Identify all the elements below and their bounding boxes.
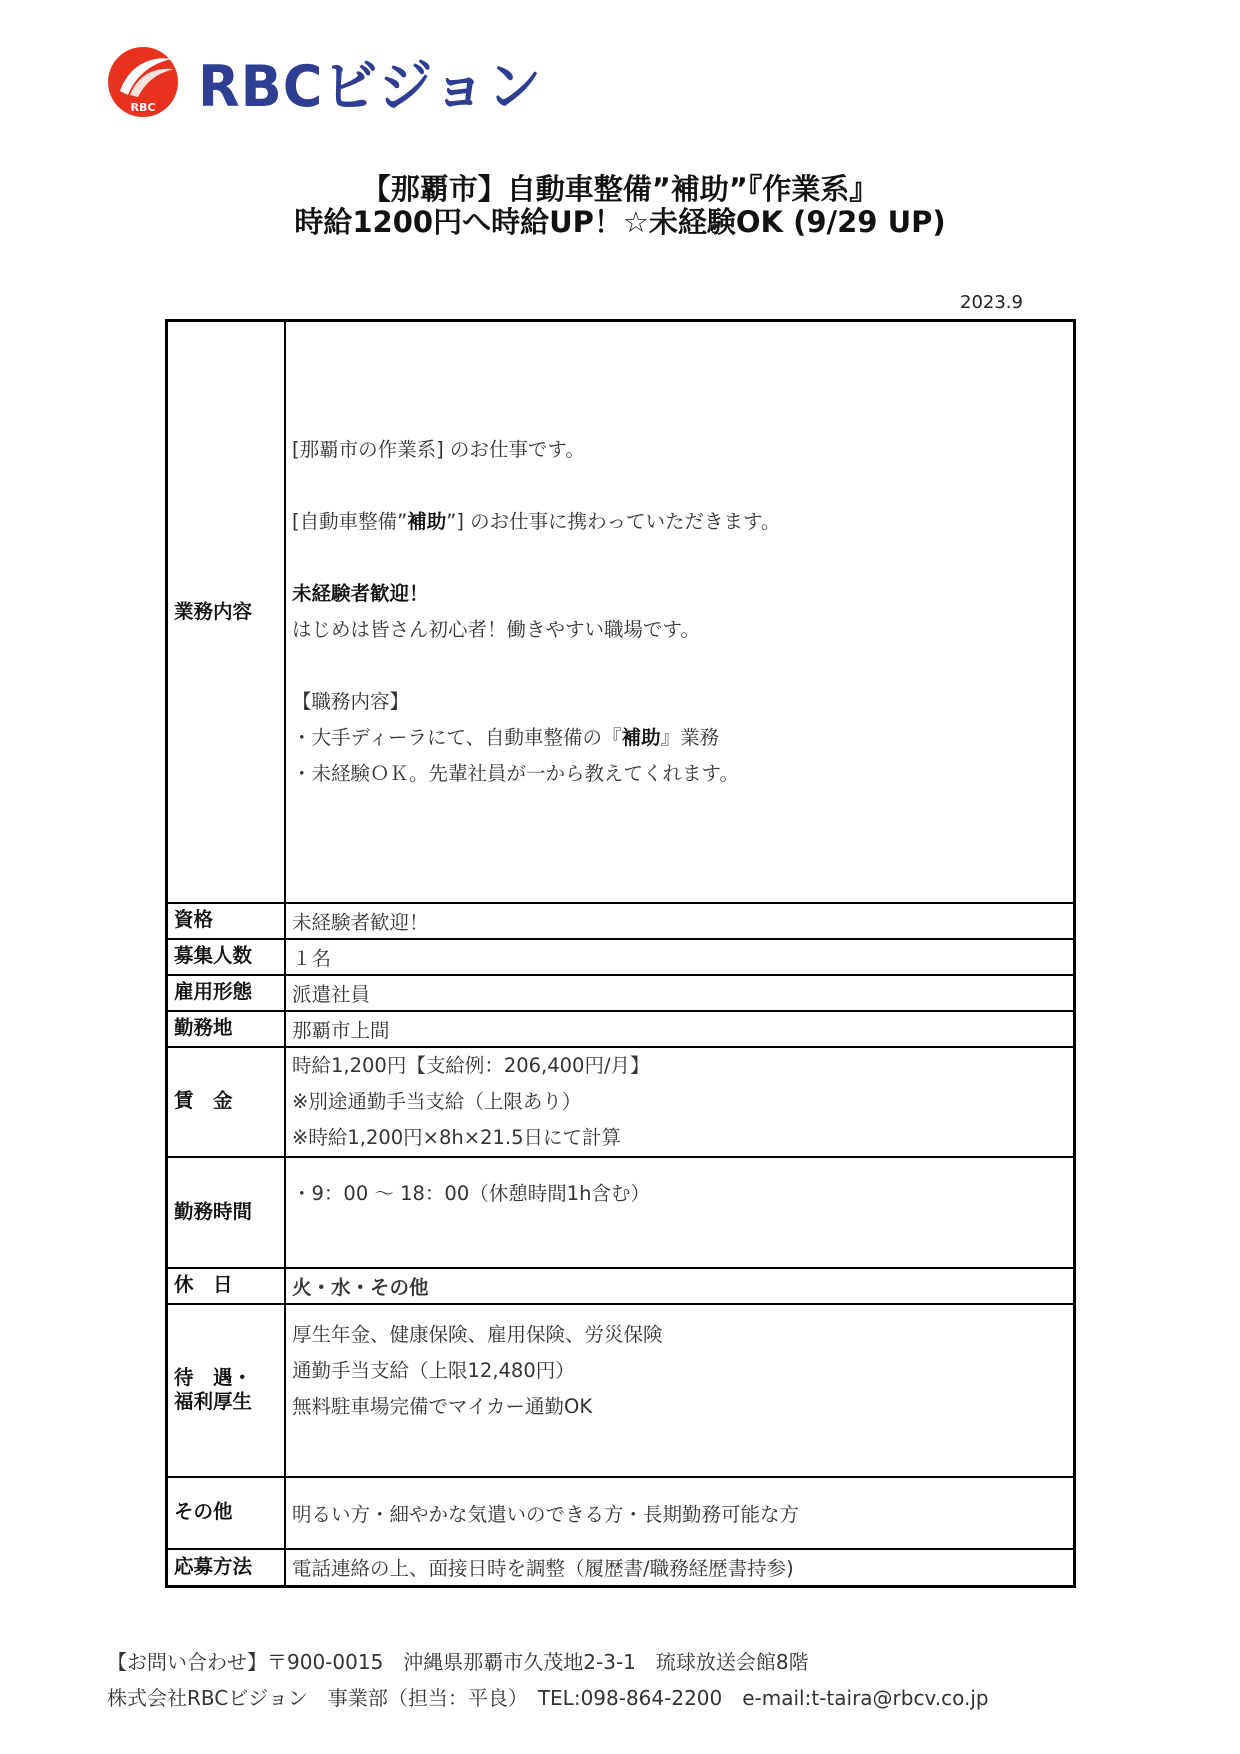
label-duties: 業務内容: [167, 321, 286, 903]
label-holidays: 休 日: [167, 1268, 286, 1304]
row-other: [167, 1477, 1075, 1549]
label-benefits: 待 遇・ 福利厚生: [167, 1304, 286, 1477]
label-wage: 賃 金: [167, 1047, 286, 1157]
job-info-table: [165, 319, 1076, 1588]
row-hours: [167, 1157, 1075, 1268]
page-title-line-2: 時給1200円へ時給UP！☆未経験OK (9/29 UP): [294, 205, 946, 239]
label-other: その他: [167, 1477, 286, 1549]
company-logo: [106, 44, 542, 120]
row-qualification: [167, 903, 1075, 939]
row-holidays: [167, 1268, 1075, 1304]
duties-line-4: はじめは皆さん初心者！働きやすい職場です。: [292, 617, 700, 641]
page-title-line-1: 【那覇市】自動車整備”補助”『作業系』: [361, 172, 879, 206]
logo-mark-text: RBC: [130, 101, 156, 114]
benefits-line-2: 通勤手当支給（上限12,480円）: [292, 1358, 575, 1382]
rbc-logo-mark-icon: [106, 45, 180, 119]
wage-line-1: 時給1,200円【支給例：206,400円/月】: [292, 1053, 650, 1077]
wage-line-2: ※別途通勤手当支給（上限あり）: [292, 1089, 582, 1113]
value-qualification: 未経験者歓迎！: [285, 903, 1075, 939]
label-apply: 応募方法: [167, 1549, 286, 1587]
row-headcount: [167, 939, 1075, 975]
label-hours: 勤務時間: [167, 1157, 286, 1268]
benefits-line-1: 厚生年金、健康保険、雇用保険、労災保険: [292, 1322, 663, 1346]
wage-line-3: ※時給1,200円×8h×21.5日にて計算: [292, 1125, 622, 1149]
duties-line-3: 未経験者歓迎！: [292, 581, 429, 605]
company-name-logo: RBCビジョン: [198, 53, 543, 120]
value-location: 那覇市上間: [285, 1011, 1075, 1047]
value-hours: ・9：00 〜 18：00（休憩時間1h含む）: [285, 1157, 1075, 1268]
duties-line-2: [自動車整備”補助”] のお仕事に携わっていただきます。: [292, 509, 781, 533]
footer-contact-label: 【お問い合わせ】: [107, 1650, 267, 1674]
value-employment: 派遣社員: [285, 975, 1075, 1011]
value-holidays: 火・水・その他: [285, 1268, 1075, 1304]
label-location: 勤務地: [167, 1011, 286, 1047]
row-wage: [167, 1047, 1075, 1157]
row-apply: [167, 1549, 1075, 1587]
footer-company-line: 株式会社RBCビジョン 事業部（担当：平良） TEL:098-864-2200 e-mail:t-taira@rbcv.co.jp: [107, 1686, 989, 1710]
duties-line-5: 【職務内容】: [292, 689, 410, 713]
duties-line-1: [那覇市の作業系] のお仕事です。: [292, 437, 585, 461]
duties-line-6: ・大手ディーラにて、自動車整備の『補助』業務: [292, 725, 720, 749]
label-qualification: 資格: [167, 903, 286, 939]
value-benefits: [285, 1304, 1075, 1477]
row-employment: [167, 975, 1075, 1011]
value-headcount: １名: [285, 939, 1075, 975]
value-apply: 電話連絡の上、面接日時を調整（履歴書/職務経歴書持参): [285, 1549, 1075, 1587]
document-date: 2023.9: [960, 292, 1023, 313]
duties-line-7: ・未経験ＯＫ。先輩社員が一から教えてくれます。: [292, 761, 739, 785]
label-employment: 雇用形態: [167, 975, 286, 1011]
benefits-line-3: 無料駐車場完備でマイカー通勤OK: [292, 1394, 593, 1418]
footer-contact-line: [107, 1646, 809, 1675]
value-duties: [285, 321, 1075, 903]
row-benefits: [167, 1304, 1075, 1477]
value-other: 明るい方・細やかな気遣いのできる方・長期勤務可能な方: [285, 1477, 1075, 1549]
footer-address: 〒900-0015 沖縄県那覇市久茂地2-3-1 琉球放送会館8階: [267, 1650, 809, 1674]
value-wage: [285, 1047, 1075, 1157]
row-duties: [167, 321, 1075, 903]
row-location: [167, 1011, 1075, 1047]
label-headcount: 募集人数: [167, 939, 286, 975]
